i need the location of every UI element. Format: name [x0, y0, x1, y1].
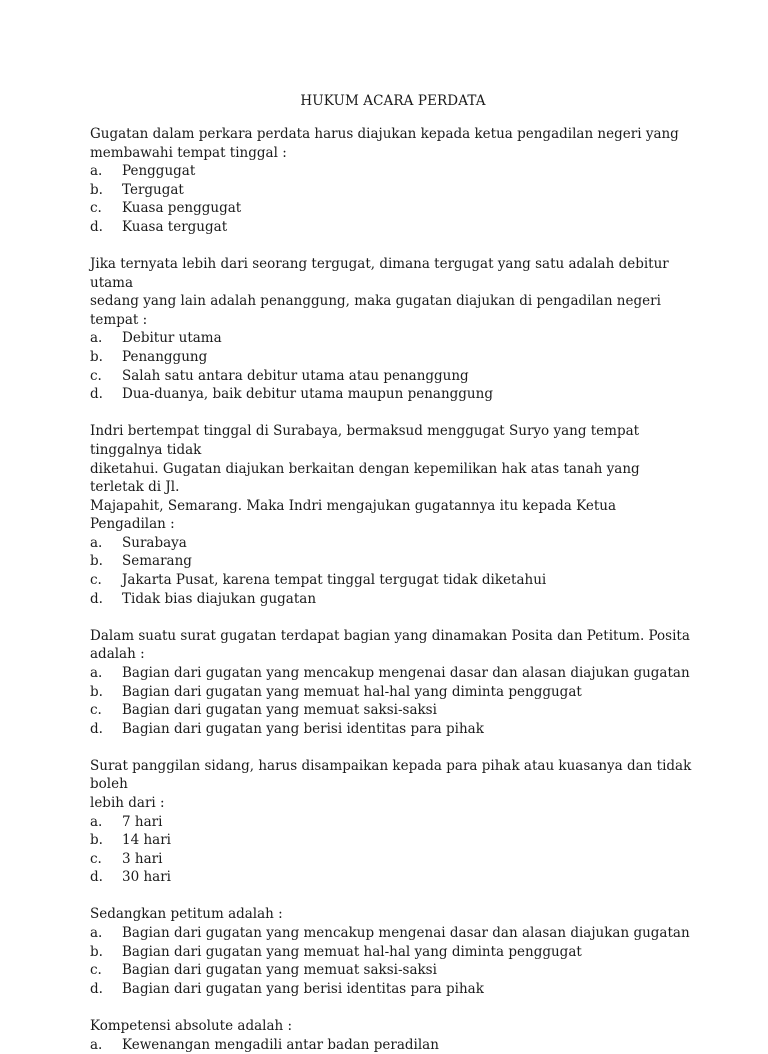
answer-option — [90, 552, 696, 571]
option-text: Kewenangan mengadili antar badan peradilan — [122, 1036, 439, 1053]
option-letter: b. — [90, 832, 103, 849]
option-text: Kuasa tergugat — [122, 218, 228, 235]
answer-option — [90, 720, 696, 739]
question-block — [90, 757, 696, 887]
answer-option — [90, 701, 696, 720]
option-text: Semarang — [122, 553, 192, 570]
answer-option — [90, 218, 696, 237]
option-letter: a. — [90, 813, 103, 830]
question-block — [90, 627, 696, 739]
answer-option — [90, 1036, 696, 1054]
option-text: Bagian dari gugatan yang berisi identitas para pihak — [122, 980, 484, 997]
question-text: Indri bertempat tinggal di Surabaya, bermaksud menggugat Suryo yang tempat tinggalnya tidak diketahui. Gugatan diajukan berkaitan dengan kepemilikan hak atas tanah yang terletak di Jl. Majapahit, Semarang. Maka Indri mengajukan gugatannya itu kepada Ketua Pengadilan : — [90, 423, 640, 533]
option-letter: c. — [90, 367, 102, 384]
option-text: Tidak bias diajukan gugatan — [122, 590, 317, 607]
option-text: Bagian dari gugatan yang memuat saksi-saksi — [122, 962, 437, 979]
answer-options — [90, 813, 696, 887]
answer-option — [90, 590, 696, 609]
question-block — [90, 905, 696, 998]
option-text: Debitur utama — [122, 330, 222, 347]
answer-option — [90, 329, 696, 348]
option-text: Bagian dari gugatan yang mencakup mengenai dasar dan alasan diajukan gugatan — [122, 664, 690, 681]
option-letter: d. — [90, 590, 103, 607]
option-text: 30 hari — [122, 869, 171, 886]
option-letter: a. — [90, 330, 103, 347]
answer-option — [90, 348, 696, 367]
answer-option — [90, 831, 696, 850]
option-letter: a. — [90, 534, 103, 551]
answer-options — [90, 664, 696, 738]
option-letter: c. — [90, 962, 102, 979]
option-text: Bagian dari gugatan yang berisi identitas para pihak — [122, 720, 484, 737]
question-text: Jika ternyata lebih dari seorang tergugat, dimana tergugat yang satu adalah debitur utama sedang yang lain adalah penanggung, maka gugatan diajukan di pengadilan negeri tempat : — [90, 256, 669, 328]
option-text: 3 hari — [122, 850, 163, 867]
question-text: Gugatan dalam perkara perdata harus diajukan kepada ketua pengadilan negeri yang membawahi tempat tinggal : — [90, 126, 679, 161]
question-text: Surat panggilan sidang, harus disampaikan kepada para pihak atau kuasanya dan tidak boleh lebih dari : — [90, 757, 692, 811]
option-text: Bagian dari gugatan yang memuat hal-hal yang diminta penggugat — [122, 943, 582, 960]
option-letter: c. — [90, 200, 102, 217]
option-text: 7 hari — [122, 813, 163, 830]
answer-option — [90, 367, 696, 386]
option-letter: c. — [90, 572, 102, 589]
option-text: Penanggung — [122, 349, 208, 366]
question-text: Dalam suatu surat gugatan terdapat bagian yang dinamakan Posita dan Petitum. Posita adalah : — [90, 627, 695, 663]
option-letter: a. — [90, 163, 103, 180]
option-text: Penggugat — [122, 163, 196, 180]
option-letter: b. — [90, 349, 103, 366]
option-letter: d. — [90, 218, 103, 235]
answer-options — [90, 329, 696, 403]
option-text: Salah satu antara debitur utama atau penanggung — [122, 367, 469, 384]
question-block — [90, 422, 696, 608]
answer-option — [90, 813, 696, 832]
answer-option — [90, 571, 696, 590]
document-title: HUKUM ACARA PERDATA — [300, 93, 486, 109]
answer-option — [90, 850, 696, 869]
answer-option — [90, 385, 696, 404]
option-text: Surabaya — [122, 534, 187, 551]
answer-option — [90, 943, 696, 962]
question-block — [90, 125, 696, 237]
option-text: Bagian dari gugatan yang memuat saksi-saksi — [122, 702, 437, 719]
answer-option — [90, 961, 696, 980]
answer-options — [90, 162, 696, 236]
answer-option — [90, 664, 696, 683]
option-letter: a. — [90, 925, 103, 942]
option-text: Bagian dari gugatan yang mencakup mengenai dasar dan alasan diajukan gugatan — [122, 925, 690, 942]
option-letter: d. — [90, 869, 103, 886]
question-text: Kompetensi absolute adalah : — [90, 1017, 293, 1034]
option-letter: d. — [90, 386, 103, 403]
answer-option — [90, 162, 696, 181]
question-block — [90, 1017, 696, 1054]
answer-option — [90, 199, 696, 218]
answer-options — [90, 924, 696, 998]
option-text: Bagian dari gugatan yang memuat hal-hal yang diminta penggugat — [122, 683, 582, 700]
option-letter: a. — [90, 1036, 103, 1053]
answer-option — [90, 980, 696, 999]
option-letter: b. — [90, 683, 103, 700]
option-letter: c. — [90, 850, 102, 867]
question-block — [90, 255, 696, 404]
option-text: Dua-duanya, baik debitur utama maupun penanggung — [122, 386, 493, 403]
option-letter: a. — [90, 664, 103, 681]
option-letter: d. — [90, 980, 103, 997]
answer-option — [90, 534, 696, 553]
option-letter: b. — [90, 553, 103, 570]
answer-option — [90, 868, 696, 887]
option-text: Kuasa penggugat — [122, 200, 242, 217]
answer-options — [90, 534, 696, 608]
option-text: 14 hari — [122, 832, 171, 849]
answer-option — [90, 924, 696, 943]
answer-option — [90, 683, 696, 702]
option-text: Tergugat — [122, 181, 184, 198]
option-letter: d. — [90, 720, 103, 737]
option-letter: c. — [90, 702, 102, 719]
question-list — [90, 125, 696, 1054]
question-text: Sedangkan petitum adalah : — [90, 906, 283, 923]
answer-options — [90, 1036, 696, 1054]
option-letter: b. — [90, 943, 103, 960]
option-text: Jakarta Pusat, karena tempat tinggal tergugat tidak diketahui — [122, 572, 547, 589]
option-letter: b. — [90, 181, 103, 198]
answer-option — [90, 181, 696, 200]
